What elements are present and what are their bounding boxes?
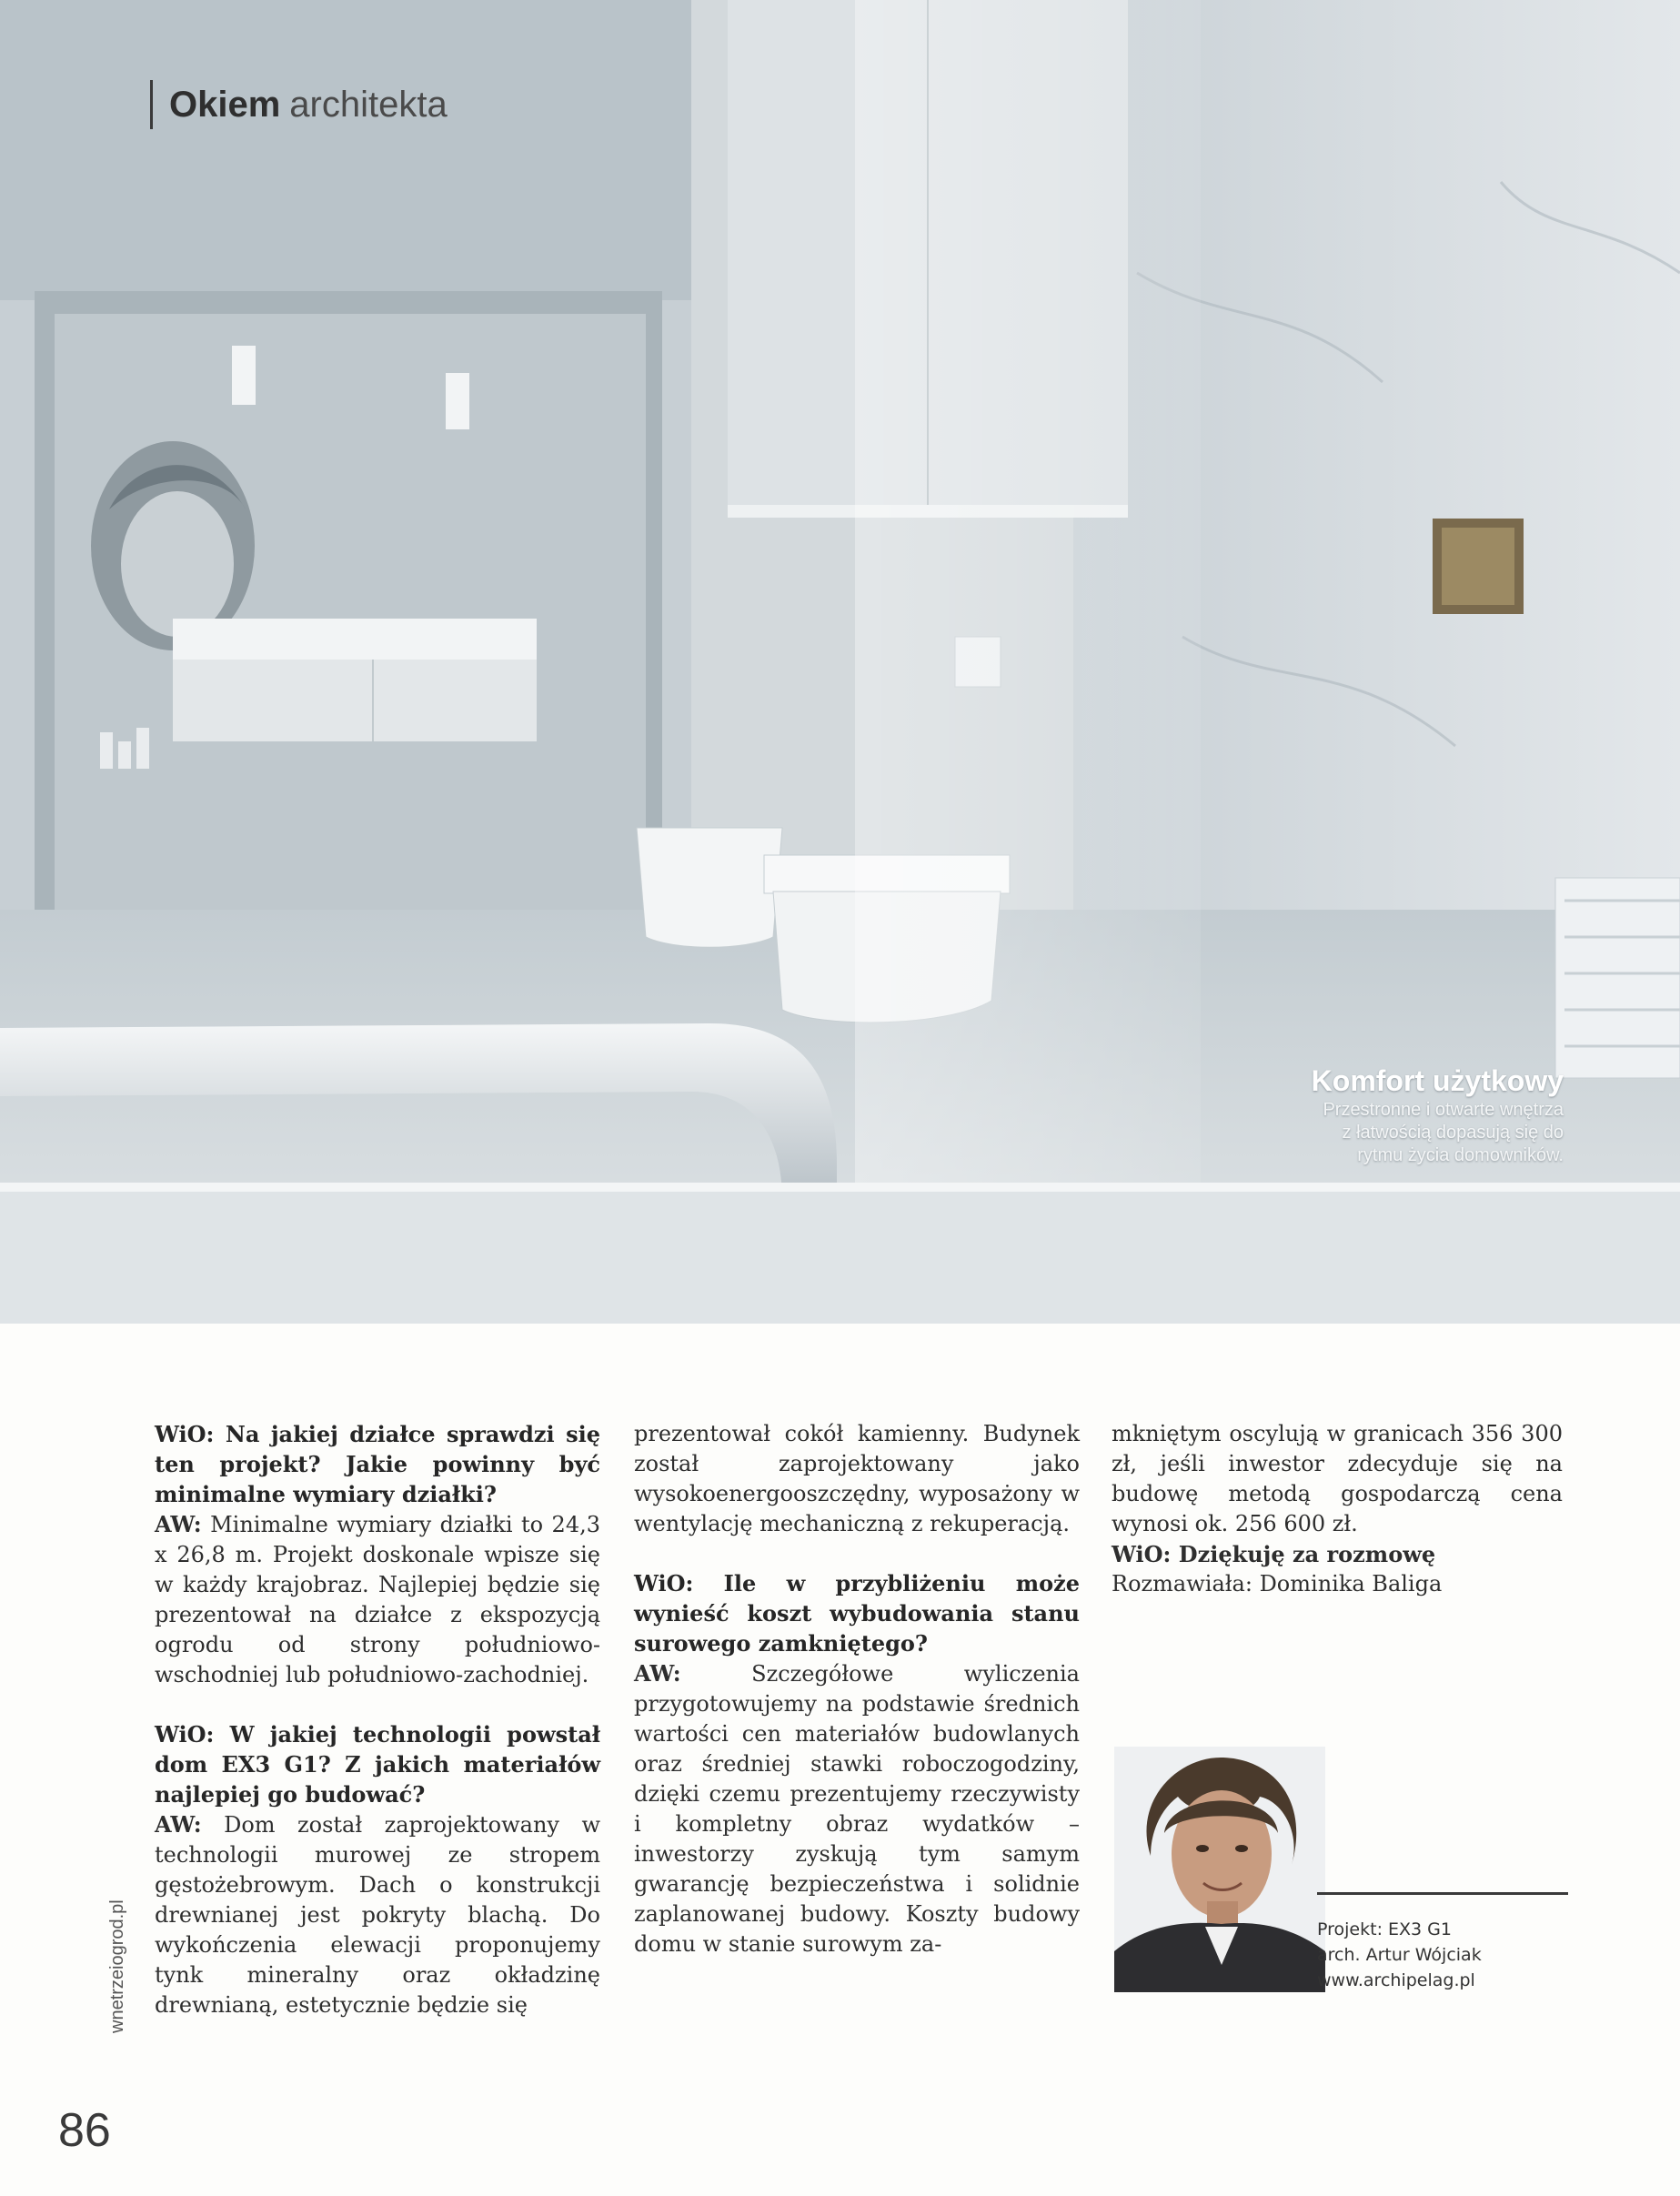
answer-label: AW: [634, 1660, 681, 1687]
closing-line: WiO: Dziękuję za rozmowę [1112, 1541, 1436, 1567]
article-column-1 [155, 1419, 600, 2020]
interview-question: WiO: Ile w przybliżeniu może wynieść koszt wybudowania stanu surowego zamkniętego? [634, 1570, 1080, 1657]
project-credits [1317, 1917, 1572, 1993]
section-tag-bold: Okiem [169, 85, 281, 125]
interview-question: WiO: W jakiej technologii powstał dom EX3 G1? Z jakich materiałów najlepiej go budować? [155, 1721, 600, 1808]
answer-label: AW: [155, 1811, 202, 1838]
answer-text: Minimalne wymiary działki to 24,3 x 26,8 m. Projekt doskonale wpisze się w każdy krajobraz. Najlepiej będzie się prezentował na działce z ekspozycją ogrodu od strony południowo-wschodniej lub południowo-zachodniej. [155, 1512, 600, 1687]
interview-answer [155, 1809, 600, 2020]
answer-text-continued: mkniętym oscylują w granicach 356 300 zł, jeśli inwestor zdecyduje się na budowę metodą gospodarczą cena wynosi ok. 256 600 zł. [1112, 1421, 1563, 1536]
interview-answer [155, 1509, 600, 1690]
answer-label: AW: [155, 1511, 202, 1537]
photo-caption [1182, 1063, 1564, 1167]
portrait-illustration [1114, 1747, 1325, 1992]
magazine-url: wnetrzeiogrod.pl [107, 1899, 127, 2033]
article-column-2 [634, 1419, 1080, 1959]
architect-portrait [1114, 1747, 1325, 1992]
credit-project: Projekt: EX3 G1 [1317, 1919, 1452, 1939]
article-column-3 [1112, 1419, 1563, 1599]
credit-architect: arch. Artur Wójciak [1317, 1945, 1482, 1965]
interview-answer [634, 1658, 1080, 1959]
section-tag [150, 80, 448, 129]
credit-website: www.archipelag.pl [1317, 1970, 1475, 1990]
caption-title: Komfort użytkowy [1311, 1064, 1564, 1097]
answer-text-continued: prezentował cokół kamienny. Budynek został zaprojektowany jako wysokoenergooszczędny, wyposażony w wentylację mechaniczną z rekuperacją. [634, 1421, 1080, 1536]
answer-text: Dom został zaprojektowany w technologii murowej ze stropem gęstożebrowym. Dach o konstrukcji drewnianej jest pokryty blachą. Do wykończenia elewacji proponujemy tynk mineralny oraz okładzinę drewnianą, estetycznie będzie się [155, 1812, 600, 2018]
section-tag-light: architekta [289, 85, 448, 125]
answer-text: Szczegółowe wyliczenia przygotowujemy na podstawie średnich wartości cen materiałów budowlanych oraz średniej stawki roboczogodziny, dzięki czemu prezentujemy rzeczywisty i kompletny obraz wydatków – inwestorzy zyskują tym samym gwarancję bezpieczeństwa i solidnie zaplanowanej budowy. Koszty budowy domu w stanie surowym za- [634, 1661, 1080, 1957]
interviewer-signature: Rozmawiała: Dominika Baliga [1112, 1571, 1443, 1597]
page-number: 86 [58, 2104, 111, 2157]
caption-line: rytmu życia domowników. [1357, 1145, 1564, 1165]
interview-question: WiO: Na jakiej działce sprawdzi się ten projekt? Jakie powinny być minimalne wymiary działki? [155, 1421, 600, 1507]
credits-divider [1317, 1892, 1568, 1895]
caption-line: Przestronne i otwarte wnętrza [1323, 1100, 1564, 1120]
caption-line: z łatwością dopasują się do [1342, 1123, 1564, 1143]
